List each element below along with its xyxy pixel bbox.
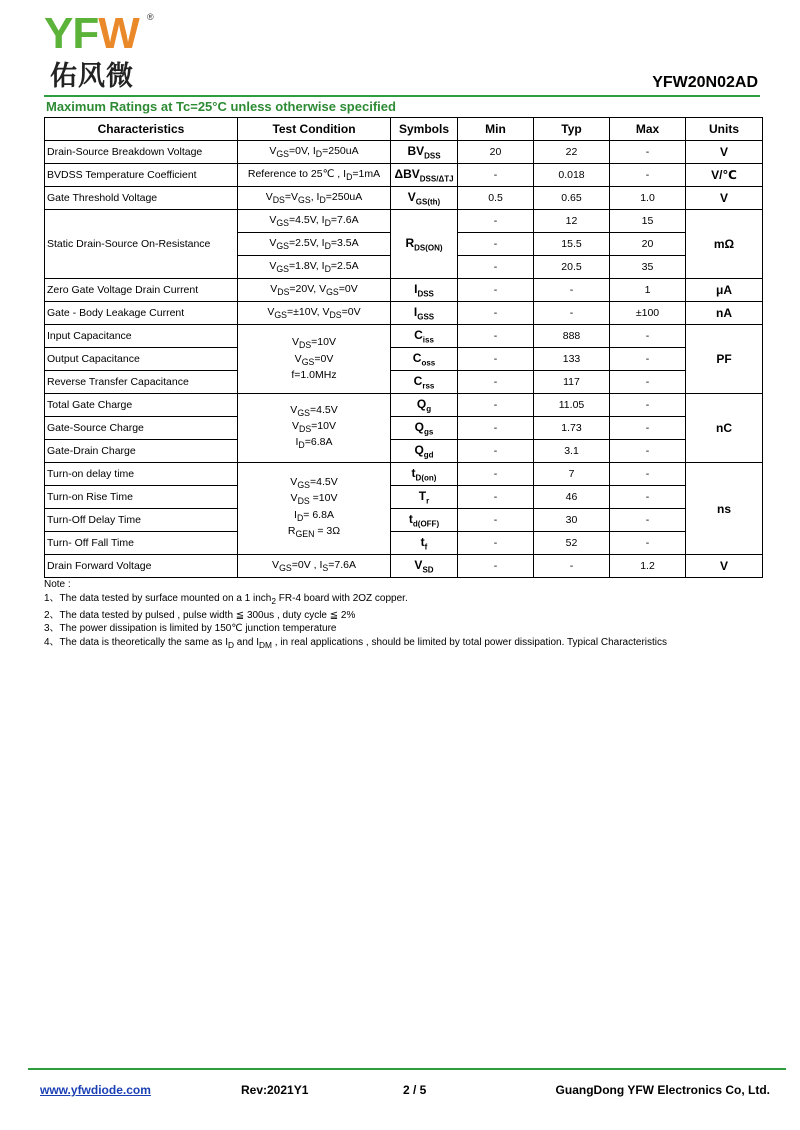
table-row: [45, 555, 763, 578]
unit-cell: nA: [686, 302, 763, 325]
min-cell: -: [458, 394, 534, 417]
char-cell: BVDSS Temperature Coefficient: [45, 164, 238, 187]
min-cell: -: [458, 302, 534, 325]
symbol-cell: $Q_{gd}$: [391, 440, 458, 463]
unit-cell: μA: [686, 279, 763, 302]
condition-cell: $V_{GS}=0V$, $I_D=250uA$: [238, 141, 391, 164]
min-cell: -: [458, 164, 534, 187]
typ-cell: 117: [534, 371, 610, 394]
condition-cell: $V_{DS}=20V$, $V_{GS}=0V$: [238, 279, 391, 302]
min-cell: -: [458, 463, 534, 486]
min-cell: -: [458, 440, 534, 463]
condition-cell: $V_{GS}=4.5V$ $V_{DS} =10V$ $I_D= 6.8A$ $R_{GEN} = 3\Omega$: [238, 463, 391, 555]
header-test-condition: Test Condition: [238, 118, 391, 141]
symbol-cell: $\Delta BV_{DSS/\Delta TJ}$: [391, 164, 458, 187]
revision-label: Rev:2021Y1: [241, 1083, 309, 1097]
website-link[interactable]: www.yfwdiode.com: [40, 1083, 151, 1097]
registered-mark: ®: [147, 12, 154, 22]
unit-cell: V/℃: [686, 164, 763, 187]
max-cell: -: [610, 164, 686, 187]
min-cell: -: [458, 371, 534, 394]
max-cell: ±100: [610, 302, 686, 325]
typ-cell: -: [534, 279, 610, 302]
min-cell: -: [458, 325, 534, 348]
max-cell: 35: [610, 256, 686, 279]
char-cell: Drain-Source Breakdown Voltage: [45, 141, 238, 164]
char-cell: Reverse Transfer Capacitance: [45, 371, 238, 394]
condition-cell: $V_{GS}=1.8V$, $I_D=2.5A$: [238, 256, 391, 279]
char-cell: Turn-on Rise Time: [45, 486, 238, 509]
typ-cell: 15.5: [534, 233, 610, 256]
footer-rule: [28, 1068, 786, 1070]
max-cell: -: [610, 509, 686, 532]
min-cell: -: [458, 486, 534, 509]
char-cell: Output Capacitance: [45, 348, 238, 371]
typ-cell: -: [534, 302, 610, 325]
max-cell: 1.0: [610, 187, 686, 210]
symbol-cell: $V_{SD}$: [391, 555, 458, 578]
ratings-table: [44, 117, 763, 578]
table-row: [45, 440, 763, 463]
unit-cell: V: [686, 187, 763, 210]
char-cell: Input Capacitance: [45, 325, 238, 348]
typ-cell: 52: [534, 532, 610, 555]
page-number: 2 / 5: [403, 1083, 427, 1097]
typ-cell: 0.018: [534, 164, 610, 187]
condition-cell: Reference to 25℃ , $I_D=1mA$: [238, 164, 391, 187]
max-cell: -: [610, 486, 686, 509]
typ-cell: 0.65: [534, 187, 610, 210]
note-item: 3、The power dissipation is limited by 150℃ junction temperature: [44, 623, 337, 635]
unit-cell: mΩ: [686, 210, 763, 279]
table-row: [45, 486, 763, 509]
char-cell: Turn- Off Fall Time: [45, 532, 238, 555]
header-units: Units: [686, 118, 763, 141]
symbol-cell: $T_r$: [391, 486, 458, 509]
symbol-cell: $Q_{gs}$: [391, 417, 458, 440]
typ-cell: 20.5: [534, 256, 610, 279]
min-cell: -: [458, 555, 534, 578]
table-row: [45, 463, 763, 486]
min-cell: -: [458, 233, 534, 256]
table-row: [45, 325, 763, 348]
table-row: [45, 164, 763, 187]
char-cell: Gate-Drain Charge: [45, 440, 238, 463]
typ-cell: 30: [534, 509, 610, 532]
unit-cell: PF: [686, 325, 763, 394]
symbol-cell: $t_f$: [391, 532, 458, 555]
header-characteristics: Characteristics: [45, 118, 238, 141]
typ-cell: 133: [534, 348, 610, 371]
header-typ: Typ: [534, 118, 610, 141]
condition-cell: $V_{GS}=\pm 10V$, $V_{DS}=0V$: [238, 302, 391, 325]
company-logo: [44, 9, 164, 94]
symbol-cell: $Q_g$: [391, 394, 458, 417]
max-cell: 20: [610, 233, 686, 256]
max-cell: 15: [610, 210, 686, 233]
symbol-cell: $t_{D(on)}$: [391, 463, 458, 486]
symbol-cell: $C_{rss}$: [391, 371, 458, 394]
header-min: Min: [458, 118, 534, 141]
char-cell: Gate-Source Charge: [45, 417, 238, 440]
table-row: [45, 371, 763, 394]
typ-cell: 22: [534, 141, 610, 164]
char-cell: Static Drain-Source On-Resistance: [45, 210, 238, 279]
max-cell: -: [610, 417, 686, 440]
typ-cell: 888: [534, 325, 610, 348]
condition-cell: $V_{DS}=10V$ $V_{GS}=0V$ f=1.0MHz: [238, 325, 391, 394]
table-row: [45, 302, 763, 325]
max-cell: 1.2: [610, 555, 686, 578]
typ-cell: -: [534, 555, 610, 578]
symbol-cell: $BV_{DSS}$: [391, 141, 458, 164]
condition-cell: $V_{GS}=0V$ , $I_S=7.6A$: [238, 555, 391, 578]
char-cell: Gate - Body Leakage Current: [45, 302, 238, 325]
header-symbols: Symbols: [391, 118, 458, 141]
table-header-row: [45, 118, 763, 141]
condition-cell: $V_{GS}=4.5V$ $V_{DS}=10V$ $I_D=6.8A$: [238, 394, 391, 463]
char-cell: Turn-Off Delay Time: [45, 509, 238, 532]
logo-letters: YFW: [44, 9, 139, 58]
note-label: Note :: [44, 579, 71, 590]
table-row: [45, 394, 763, 417]
table-row: [45, 509, 763, 532]
unit-cell: V: [686, 141, 763, 164]
table-row: [45, 348, 763, 371]
header-rule: [44, 95, 760, 97]
min-cell: -: [458, 210, 534, 233]
table-row: [45, 532, 763, 555]
min-cell: -: [458, 348, 534, 371]
max-cell: -: [610, 348, 686, 371]
symbol-cell: $R_{DS(ON)}$: [391, 210, 458, 279]
typ-cell: 1.73: [534, 417, 610, 440]
note-item: 4、The data is theoretically the same as $I_D$ and $I_{DM}$ , in real applications , should be limited by total power dissipation. Typical Characteristics: [44, 637, 667, 651]
symbol-cell: $I_{DSS}$: [391, 279, 458, 302]
unit-cell: V: [686, 555, 763, 578]
char-cell: Zero Gate Voltage Drain Current: [45, 279, 238, 302]
max-cell: 1: [610, 279, 686, 302]
table-row: [45, 279, 763, 302]
symbol-cell: $C_{oss}$: [391, 348, 458, 371]
symbol-cell: $C_{iss}$: [391, 325, 458, 348]
condition-cell: $V_{GS}=4.5V$, $I_D=7.6A$: [238, 210, 391, 233]
min-cell: -: [458, 279, 534, 302]
char-cell: Total Gate Charge: [45, 394, 238, 417]
notes: [44, 578, 667, 653]
min-cell: -: [458, 417, 534, 440]
note-item: 2、The data tested by pulsed , pulse width ≦ 300us , duty cycle ≦ 2%: [44, 609, 356, 621]
table-row: [45, 210, 763, 233]
symbol-cell: $I_{GSS}$: [391, 302, 458, 325]
symbol-cell: $t_{d(OFF)}$: [391, 509, 458, 532]
max-cell: -: [610, 532, 686, 555]
char-cell: Gate Threshold Voltage: [45, 187, 238, 210]
typ-cell: 46: [534, 486, 610, 509]
condition-cell: $V_{GS}=2.5V$, $I_D=3.5A$: [238, 233, 391, 256]
char-cell: Drain Forward Voltage: [45, 555, 238, 578]
condition-cell: $V_{DS}=V_{GS}$, $I_D=250uA$: [238, 187, 391, 210]
symbol-cell: $V_{GS(th)}$: [391, 187, 458, 210]
table-row: [45, 187, 763, 210]
section-title: Maximum Ratings at Tc=25°C unless otherwise specified: [46, 99, 396, 114]
max-cell: -: [610, 463, 686, 486]
typ-cell: 7: [534, 463, 610, 486]
unit-cell: nC: [686, 394, 763, 463]
min-cell: 0.5: [458, 187, 534, 210]
company-name: GuangDong YFW Electronics Co, Ltd.: [555, 1083, 770, 1097]
max-cell: -: [610, 440, 686, 463]
min-cell: -: [458, 256, 534, 279]
note-item: 1、The data tested by surface mounted on a 1 inch$_2$ FR-4 board with 2OZ copper.: [44, 592, 408, 606]
typ-cell: 3.1: [534, 440, 610, 463]
min-cell: -: [458, 509, 534, 532]
header-max: Max: [610, 118, 686, 141]
logo-chinese-name: 佑风微: [50, 61, 134, 92]
min-cell: 20: [458, 141, 534, 164]
part-number: YFW20N02AD: [652, 74, 758, 91]
max-cell: -: [610, 325, 686, 348]
max-cell: -: [610, 371, 686, 394]
char-cell: Turn-on delay time: [45, 463, 238, 486]
unit-cell: ns: [686, 463, 763, 555]
table-row: [45, 141, 763, 164]
min-cell: -: [458, 532, 534, 555]
max-cell: -: [610, 141, 686, 164]
typ-cell: 11.05: [534, 394, 610, 417]
max-cell: -: [610, 394, 686, 417]
table-row: [45, 417, 763, 440]
typ-cell: 12: [534, 210, 610, 233]
